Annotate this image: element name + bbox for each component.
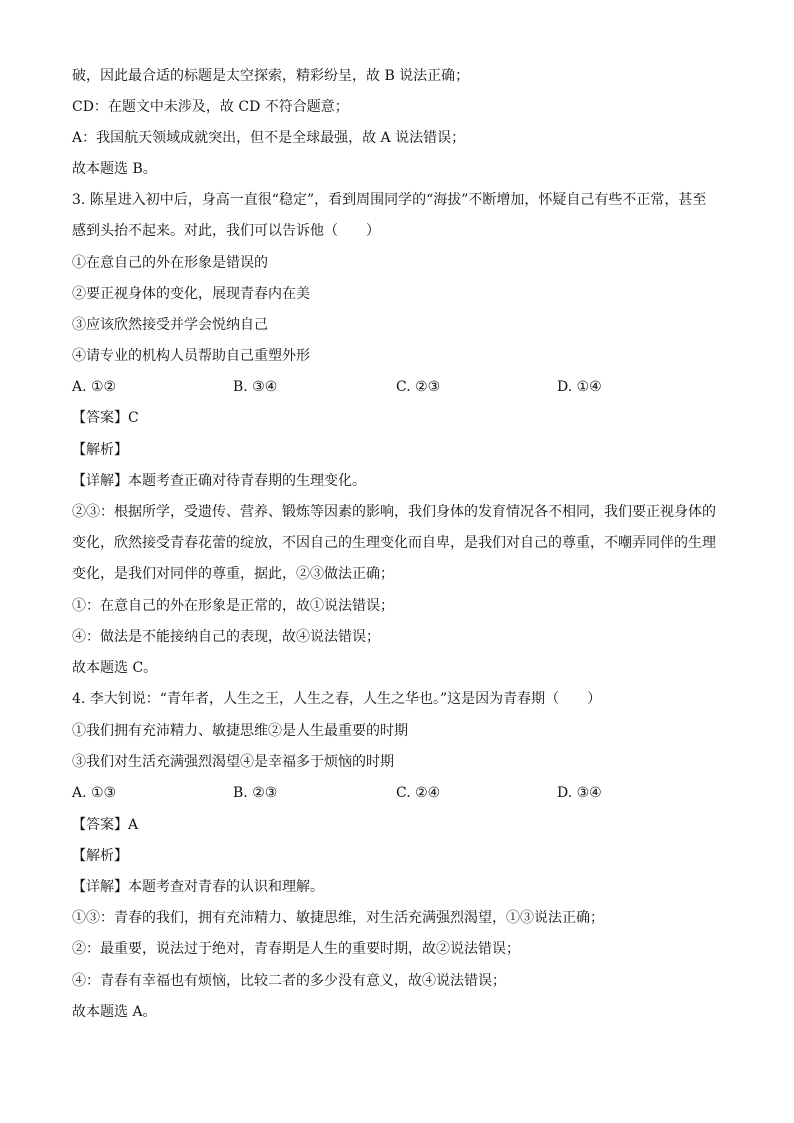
text-line: A：我国航天领域成就突出，但不是全球最强，故 A 说法错误； <box>72 130 466 146</box>
question-4-option-b: B. ②③ <box>233 785 278 801</box>
question-4-conclusion: 故本题选 A。 <box>72 1004 157 1020</box>
question-3-explanation: ④：做法是不能接纳自己的表现，故④说法错误； <box>72 629 380 645</box>
question-4-items: ①我们拥有充沛精力、敏捷思维②是人生最重要的时期 <box>72 723 408 739</box>
question-3-analysis-label: 【解析】 <box>72 442 128 458</box>
question-4-option-c: C. ②④ <box>396 785 441 801</box>
question-3-option-d: D. ①④ <box>557 379 602 395</box>
question-3-item: ①在意自己的外在形象是错误的 <box>72 255 268 271</box>
question-3-stem-cont: 感到头抬不起来。对此，我们可以告诉他（ ） <box>72 223 380 239</box>
question-3-explanation: ①：在意自己的外在形象是正常的，故①说法错误； <box>72 598 394 614</box>
question-3-explanation: 变化，是我们对同伴的尊重，据此，②③做法正确； <box>72 566 394 582</box>
question-4-answer: 【答案】A <box>72 817 139 833</box>
question-4-detail: 【详解】本题考查对青春的认识和理解。 <box>72 879 324 895</box>
question-3-item: ④请专业的机构人员帮助自己重塑外形 <box>72 348 310 364</box>
question-3-option-a: A. ①② <box>72 379 117 395</box>
text-line: 故本题选 B。 <box>72 161 157 177</box>
question-3-stem: 3. 陈星进入初中后，身高一直很“稳定”，看到周围同学的“海拔”不断增加，怀疑自己有些不正常，甚至 <box>72 192 707 208</box>
question-4-explanation: ①③：青春的我们，拥有充沛精力、敏捷思维，对生活充满强烈渴望，①③说法正确； <box>72 910 604 926</box>
question-4-explanation: ④：青春有幸福也有烦恼，比较二者的多少没有意义，故④说法错误； <box>72 973 506 989</box>
text-line: 破，因此最合适的标题是太空探索，精彩纷呈，故 B 说法正确； <box>72 68 470 84</box>
question-4-option-a: A. ①③ <box>72 785 117 801</box>
question-3-option-b: B. ③④ <box>233 379 278 395</box>
question-3-conclusion: 故本题选 C。 <box>72 660 158 676</box>
text-line: CD：在题文中未涉及，故 CD 不符合题意； <box>72 99 349 115</box>
question-4-stem: 4. 李大钊说：“青年者，人生之王，人生之春，人生之华也。”这是因为青春期（ ） <box>72 691 602 707</box>
question-3-item: ③应该欣然接受并学会悦纳自己 <box>72 317 268 333</box>
question-3-explanation: ②③：根据所学，受遗传、营养、锻炼等因素的影响，我们身体的发育情况各不相同，我们要正视身体的 <box>72 504 716 520</box>
question-3-answer: 【答案】C <box>72 410 139 426</box>
question-3-explanation: 变化，欣然接受青春花蕾的绽放，不因自己的生理变化而自卑，是我们对自己的尊重，不嘲弄同伴的生理 <box>72 535 716 551</box>
question-4-analysis-label: 【解析】 <box>72 848 128 864</box>
question-4-option-d: D. ③④ <box>557 785 602 801</box>
question-3-item: ②要正视身体的变化，展现青春内在美 <box>72 286 310 302</box>
question-4-explanation: ②：最重要，说法过于绝对，青春期是人生的重要时期，故②说法错误； <box>72 941 520 957</box>
question-3-option-c: C. ②③ <box>396 379 441 395</box>
question-4-items: ③我们对生活充满强烈渴望④是幸福多于烦恼的时期 <box>72 754 394 770</box>
question-3-detail: 【详解】本题考查正确对待青春期的生理变化。 <box>72 473 366 489</box>
